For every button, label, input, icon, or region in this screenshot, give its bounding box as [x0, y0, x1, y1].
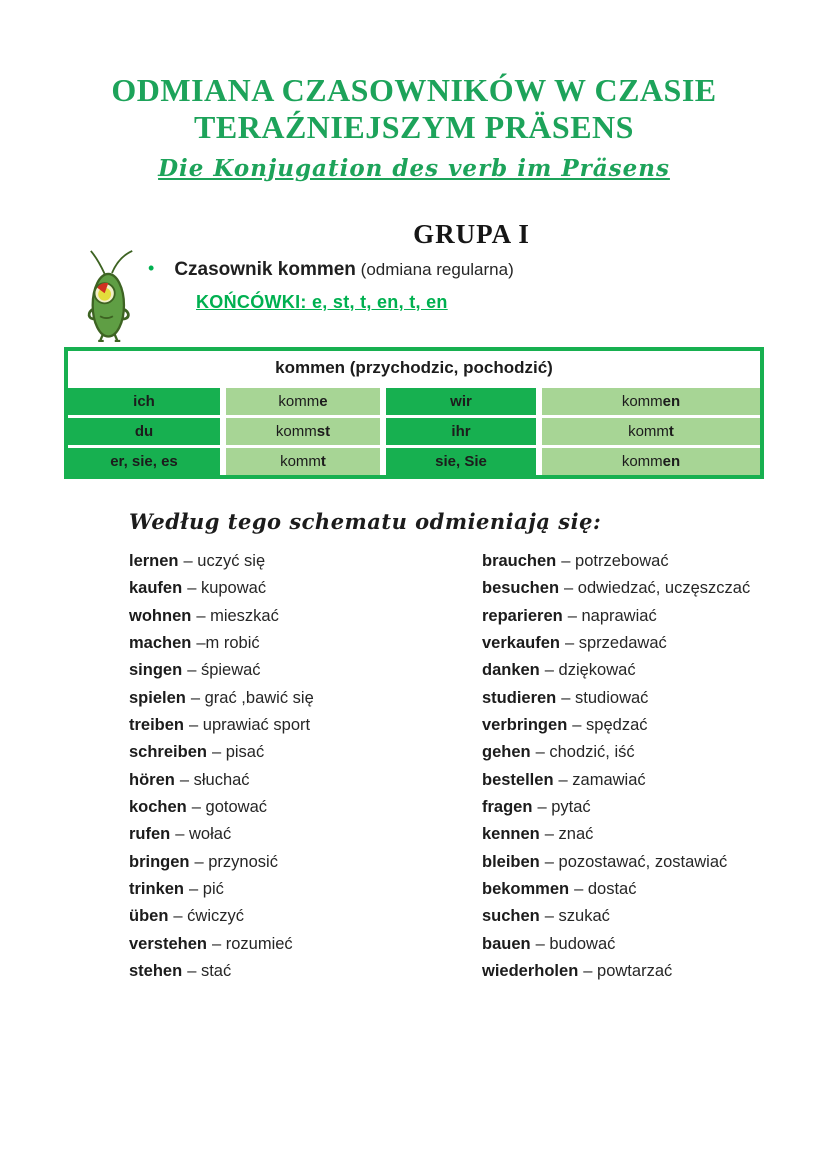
verb-intro-note: (odmiana regularna): [360, 260, 514, 279]
verb-list-item: wohnen – mieszkać: [129, 606, 279, 625]
verb-list-item: kochen – gotować: [129, 798, 267, 817]
table-row-2: [68, 418, 760, 445]
verb-list-item: fragen – pytać: [482, 798, 591, 817]
verb-list-item: suchen – szukać: [482, 907, 610, 926]
verb-ending: e: [319, 393, 328, 410]
verb-list-item: singen – śpiewać: [129, 661, 261, 680]
verb-list-item: verstehen – rozumieć: [129, 934, 293, 953]
page-subtitle: Die Konjugation des verb im Präsens: [158, 155, 670, 182]
table-row-3: [68, 448, 760, 475]
page-title: [0, 72, 828, 146]
verb-list-item: bringen – przynosić: [129, 852, 278, 871]
verb-list-item: bestellen – zamawiać: [482, 770, 646, 789]
verb-form-cell: [226, 418, 380, 445]
page-title-line1: ODMIANA CZASOWNIKÓW W CZASIE: [111, 72, 717, 108]
verb-list-item: danken – dziękować: [482, 661, 636, 680]
verb-list-right-column: [482, 548, 828, 986]
verb-stem: komm: [621, 393, 663, 410]
verb-form-cell: [542, 418, 760, 445]
conjugation-table: [64, 347, 764, 479]
pronoun-cell: ich: [68, 388, 220, 415]
verb-stem: komm: [621, 453, 663, 470]
verb-list-item: lernen – uczyć się: [129, 552, 266, 570]
verb-list-item: brauchen – potrzebować: [482, 552, 669, 570]
verb-list-item: wiederholen – powtarzać: [482, 962, 673, 981]
verb-list-item: verkaufen – sprzedawać: [482, 634, 667, 653]
verb-list-item: bleiben – pozostawać, zostawiać: [482, 852, 728, 871]
verb-form-cell: [542, 448, 760, 475]
verb-list-item: üben – ćwiczyć: [129, 907, 245, 926]
verb-list-item: hören – słuchać: [129, 770, 250, 789]
verb-list-item: rufen – wołać: [129, 825, 232, 844]
page-title-line2: TERAŹNIEJSZYM PRÄSENS: [194, 109, 634, 145]
verb-list-item: trinken – pić: [129, 880, 224, 899]
verb-ending: t: [668, 423, 674, 440]
verb-list-item: stehen – stać: [129, 962, 232, 981]
verb-list-item: reparieren – naprawiać: [482, 606, 657, 625]
verb-list-item: schreiben – pisać: [129, 743, 265, 762]
verb-list-item: besuchen – odwiedzać, uczęszczać: [482, 579, 751, 598]
pronoun-cell: sie, Sie: [386, 448, 536, 475]
verb-intro-line: [148, 258, 514, 281]
bullet-icon: •: [148, 258, 155, 278]
pronoun-cell: er, sie, es: [68, 448, 220, 475]
verb-list-item: verbringen – spędzać: [482, 716, 648, 735]
verb-stem: komm: [275, 423, 317, 440]
section-heading-grupa-i: GRUPA I: [413, 219, 530, 249]
verb-list-left-column: [129, 548, 479, 986]
verb-ending: en: [662, 393, 681, 410]
table-row-1: [68, 388, 760, 415]
verb-list-item: studieren – studiować: [482, 688, 649, 707]
verb-ending: en: [662, 453, 681, 470]
verb-stem: komm: [628, 423, 669, 440]
verb-list-item: kaufen – kupować: [129, 579, 267, 598]
verb-form-cell: [226, 388, 380, 415]
pronoun-cell: du: [68, 418, 220, 445]
verb-list-item: machen –m robić: [129, 634, 260, 653]
conjugation-table-title: kommen (przychodzic, pochodzić): [68, 351, 760, 385]
verb-list-item: bekommen – dostać: [482, 880, 637, 899]
verb-list-item: bauen – budować: [482, 934, 616, 953]
verb-ending: t: [320, 453, 326, 470]
verb-list-item: kennen – znać: [482, 825, 594, 844]
pronoun-cell: wir: [386, 388, 536, 415]
verb-list-item: gehen – chodzić, iść: [482, 743, 635, 762]
endings-note: KOŃCÓWKI: e, st, t, en, t, en: [196, 292, 448, 312]
verb-stem: komm: [280, 453, 321, 470]
verb-list-item: treiben – uprawiać sport: [129, 716, 311, 735]
plankton-mascot-image: [84, 250, 140, 342]
verb-list-heading: Według tego schematu odmieniają się:: [129, 509, 602, 534]
verb-stem: komm: [278, 393, 320, 410]
verb-form-cell: [542, 388, 760, 415]
verb-ending: st: [316, 423, 331, 440]
verb-form-cell: [226, 448, 380, 475]
verb-list-item: spielen – grać ,bawić się: [129, 688, 314, 707]
pronoun-cell: ihr: [386, 418, 536, 445]
verb-intro-bold: Czasownik kommen: [174, 259, 356, 280]
